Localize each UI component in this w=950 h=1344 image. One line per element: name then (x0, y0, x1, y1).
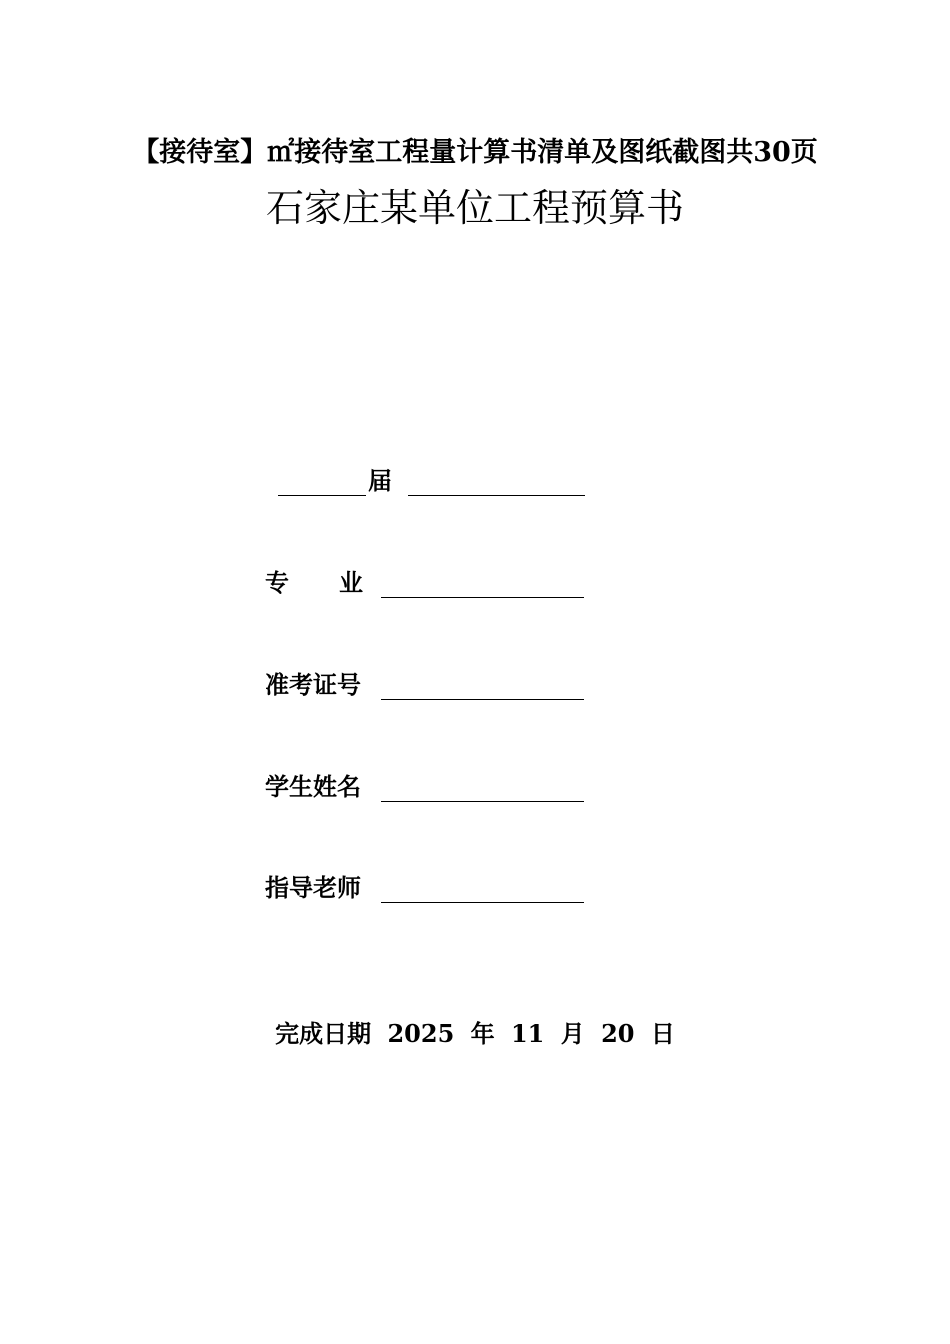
completion-day: 20 (601, 1019, 635, 1048)
completion-label: 完成日期 (275, 1019, 372, 1048)
completion-date (0, 1014, 950, 1049)
completion-year: 2025 (387, 1019, 455, 1048)
major-field (265, 564, 584, 598)
session-label: 届 (368, 466, 392, 495)
completion-day-unit: 日 (650, 1019, 675, 1048)
session-blank-short[interactable] (278, 469, 366, 496)
main-title: 石家庄某单位工程预算书 (265, 186, 684, 230)
advisor-label: 指导老师 (265, 873, 361, 902)
exam-id-field (265, 666, 584, 700)
exam-id-label: 准考证号 (265, 670, 361, 699)
student-name-field (265, 768, 584, 802)
session-field (278, 462, 585, 496)
document-header-title: 【接待室】㎡接待室工程量计算书清单及图纸截图共30页 (132, 137, 818, 168)
student-name-label: 学生姓名 (265, 772, 361, 801)
major-label: 专 业 (265, 568, 363, 597)
session-blank-long[interactable] (408, 469, 585, 496)
exam-id-blank[interactable] (381, 673, 584, 700)
major-blank[interactable] (381, 571, 584, 598)
completion-month-unit: 月 (560, 1019, 585, 1048)
advisor-blank[interactable] (381, 876, 584, 903)
advisor-field (265, 869, 584, 903)
completion-month: 11 (510, 1019, 545, 1048)
student-name-blank[interactable] (381, 775, 584, 802)
completion-year-unit: 年 (470, 1019, 495, 1048)
